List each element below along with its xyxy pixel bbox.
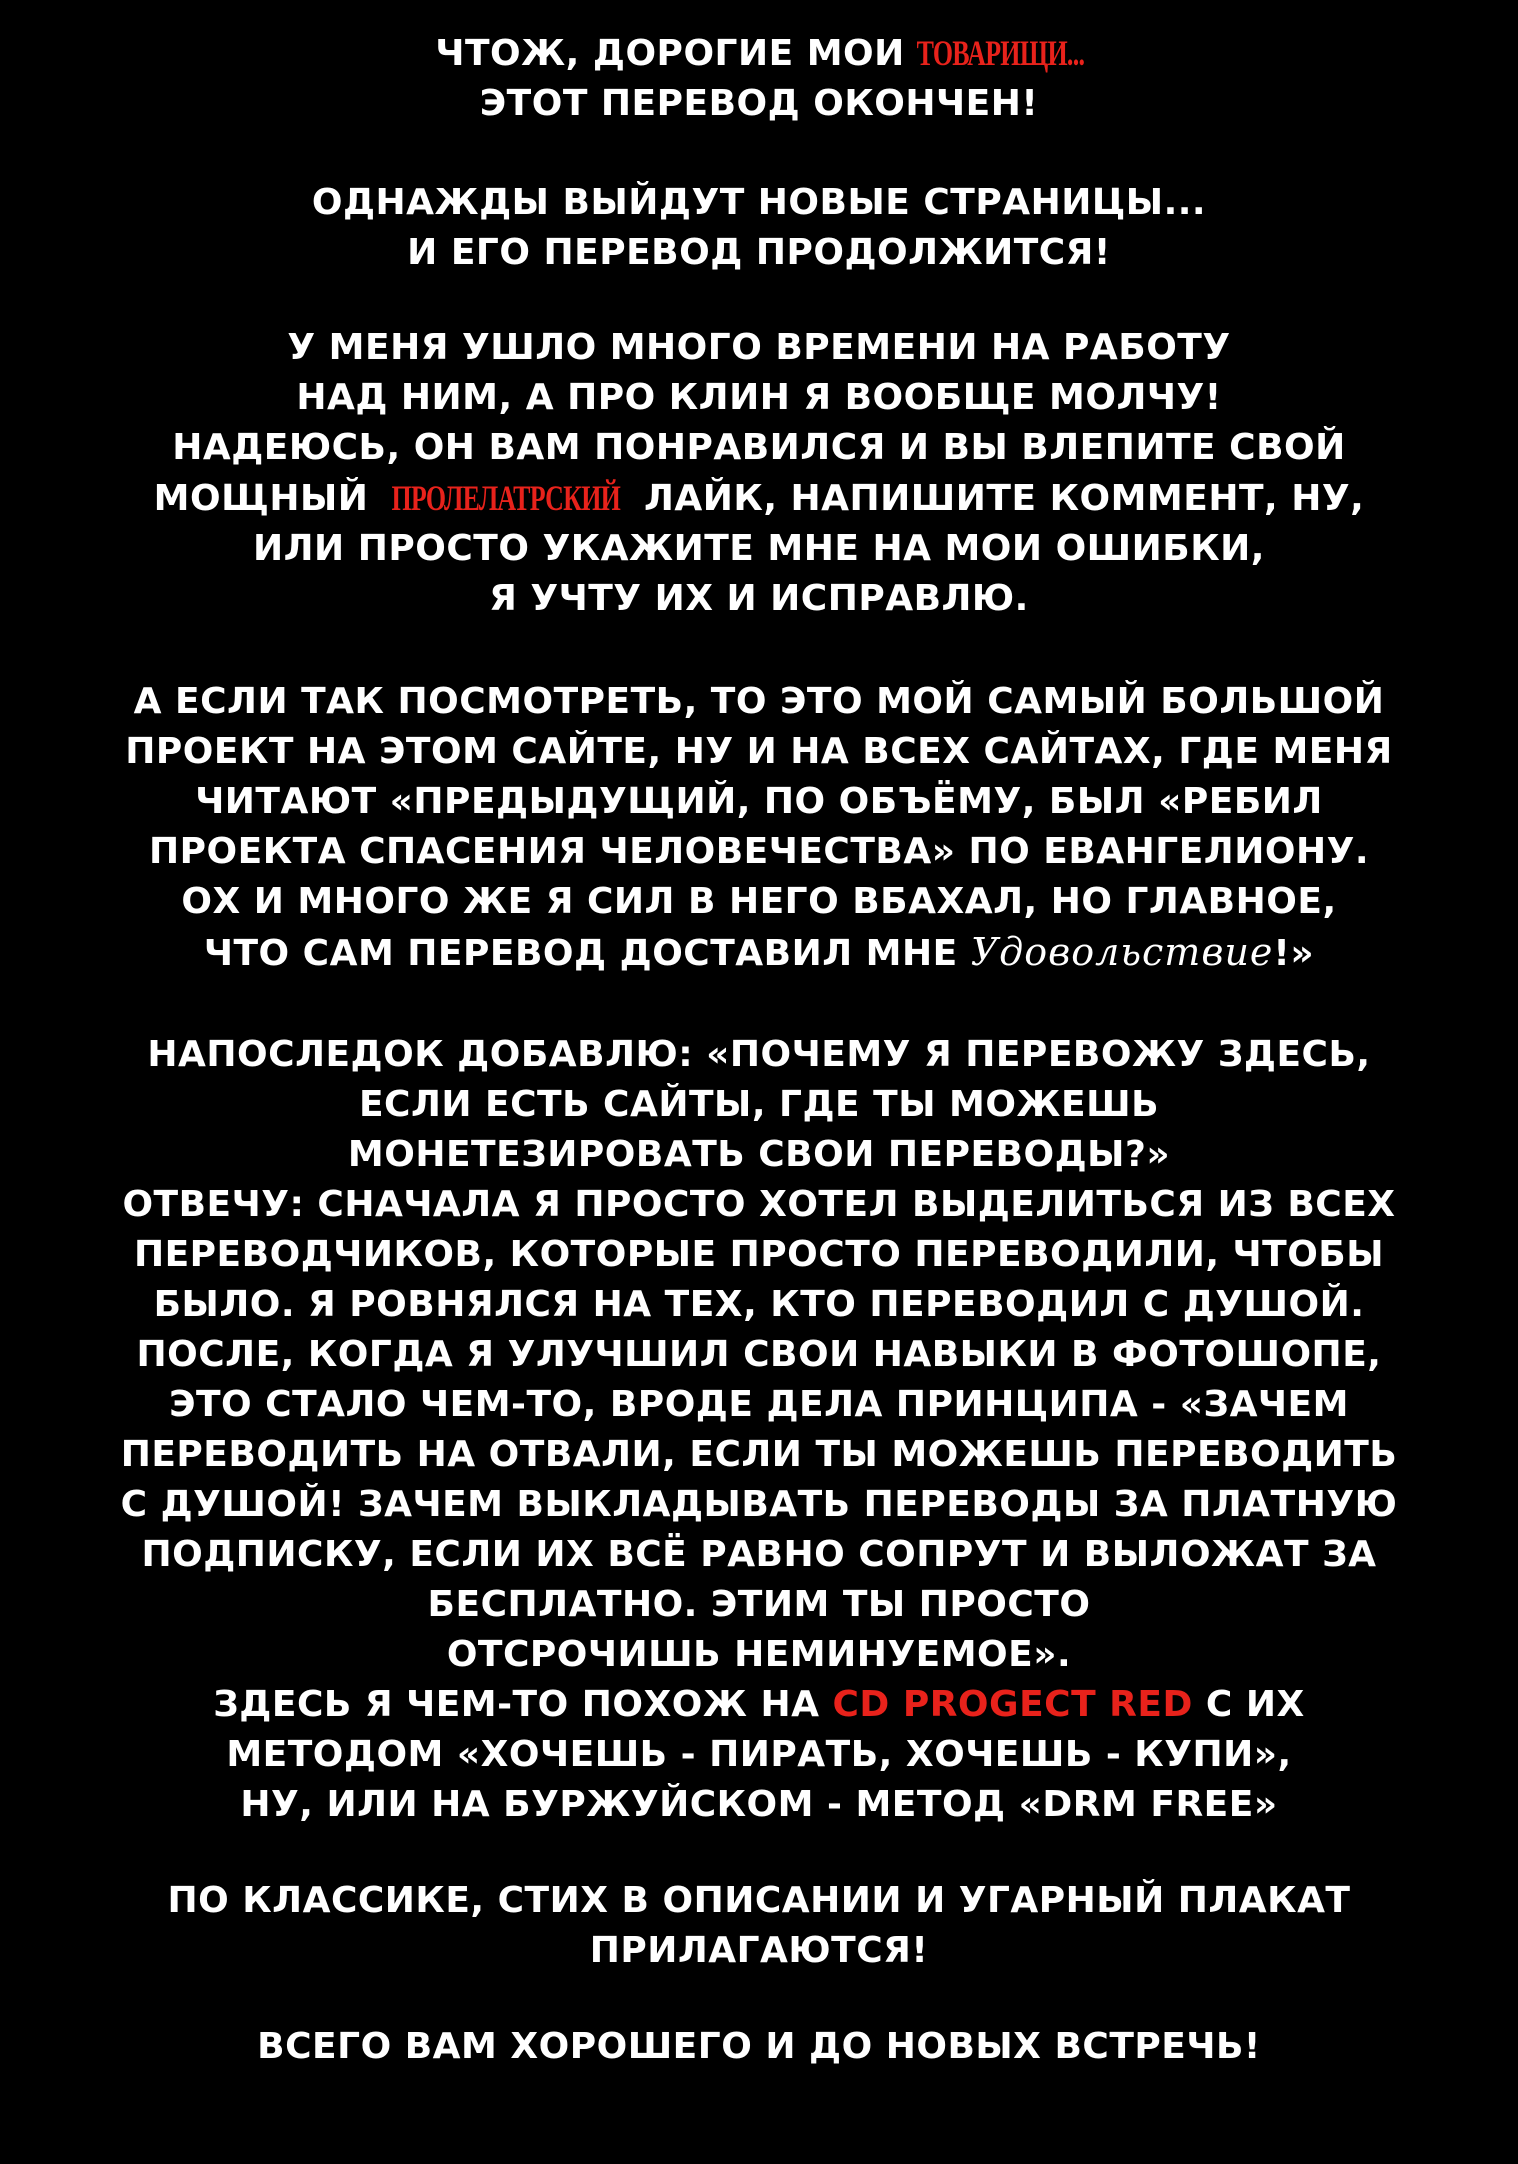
paragraph-work-time: [60, 323, 1458, 624]
paragraph-new-pages: [60, 178, 1458, 278]
text-line: ЧИТАЮТ «ПРЕДЫДУЩИЙ, ПО ОБЪЁМУ, БЫЛ «РЕБИЛ: [195, 781, 1323, 822]
paragraph-goodbye: [60, 2022, 1458, 2072]
text-span: ЧТОЖ, ДОРОГИЕ МОИ: [435, 33, 918, 74]
text-line: С ДУШОЙ! ЗАЧЕМ ВЫКЛАДЫВАТЬ ПЕРЕВОДЫ ЗА ПЛАТНУЮ: [120, 1484, 1398, 1525]
text-line: И ЕГО ПЕРЕВОД ПРОДОЛЖИТСЯ!: [407, 232, 1111, 273]
text-span: ЗДЕСЬ Я ЧЕМ-ТО ПОХОЖ НА: [213, 1684, 833, 1725]
text-span: МОЩНЫЙ: [153, 478, 382, 519]
text-line: ПРОЕКТ НА ЭТОМ САЙТЕ, НУ И НА ВСЕХ САЙТАХ, ГДЕ МЕНЯ: [125, 731, 1393, 772]
paragraph-classic-attachments: [60, 1876, 1458, 1976]
paragraph-why-translate-here: [60, 1030, 1458, 1830]
red-word-comrades: ТОВАРИЩИ...: [916, 33, 1085, 73]
text-span: !»: [1273, 933, 1315, 974]
script-word-pleasure: Удовольствие: [970, 930, 1274, 974]
text-line: [60, 1680, 1458, 1730]
text-line: ПО КЛАССИКЕ, СТИХ В ОПИСАНИИ И УГАРНЫЙ ПЛАКАТ: [167, 1880, 1351, 1921]
text-line: ЭТОТ ПЕРЕВОД ОКОНЧЕН!: [479, 83, 1039, 124]
red-brand-name: CD PROGECT RED: [832, 1684, 1193, 1725]
text-line: ОТВЕЧУ: СНАЧАЛА Я ПРОСТО ХОТЕЛ ВЫДЕЛИТЬСЯ ИЗ ВСЕХ: [122, 1184, 1396, 1225]
text-line: ЭТО СТАЛО ЧЕМ-ТО, ВРОДЕ ДЕЛА ПРИНЦИПА - «ЗАЧЕМ: [169, 1384, 1349, 1425]
text-line: ОТСРОЧИШЬ НЕМИНУЕМОЕ».: [446, 1634, 1072, 1675]
text-line: НАДЕЮСЬ, ОН ВАМ ПОНРАВИЛСЯ И ВЫ ВЛЕПИТЕ СВОЙ: [172, 427, 1346, 468]
text-line: ПРОЕКТА СПАСЕНИЯ ЧЕЛОВЕЧЕСТВА» ПО ЕВАНГЕЛИОНУ.: [149, 831, 1369, 872]
text-line: ПРИЛАГАЮТСЯ!: [589, 1930, 929, 1971]
text-line: [60, 28, 1458, 79]
text-line: [60, 927, 1458, 979]
text-line: ПОДПИСКУ, ЕСЛИ ИХ ВСЁ РАВНО СОПРУТ И ВЫЛОЖАТ ЗА: [141, 1534, 1377, 1575]
text-line: НАД НИМ, А ПРО КЛИН Я ВООБЩЕ МОЛЧУ!: [296, 377, 1222, 418]
text-line: ПЕРЕВОДИТЬ НА ОТВАЛИ, ЕСЛИ ТЫ МОЖЕШЬ ПЕРЕВОДИТЬ: [120, 1434, 1398, 1475]
paragraph-farewell: [60, 28, 1458, 129]
text-line: НУ, ИЛИ НА БУРЖУЙСКОМ - МЕТОД «DRM FREE»: [240, 1784, 1278, 1825]
text-line: МЕТОДОМ «ХОЧЕШЬ - ПИРАТЬ, ХОЧЕШЬ - КУПИ»,: [226, 1734, 1292, 1775]
red-word-proletarian: ПРОЛЕЛАТРСКИЙ: [391, 478, 621, 518]
text-span: ЧТО САМ ПЕРЕВОД ДОСТАВИЛ МНЕ: [203, 933, 971, 974]
text-line: ИЛИ ПРОСТО УКАЖИТЕ МНЕ НА МОИ ОШИБКИ,: [253, 528, 1265, 569]
text-line: БЫЛО. Я РОВНЯЛСЯ НА ТЕХ, КТО ПЕРЕВОДИЛ С ДУШОЙ.: [153, 1284, 1365, 1325]
text-line: ОХ И МНОГО ЖЕ Я СИЛ В НЕГО ВБАХАЛ, НО ГЛАВНОЕ,: [181, 881, 1337, 922]
text-line: Я УЧТУ ИХ И ИСПРАВЛЮ.: [489, 578, 1029, 619]
text-line: А ЕСЛИ ТАК ПОСМОТРЕТЬ, ТО ЭТО МОЙ САМЫЙ БОЛЬШОЙ: [133, 681, 1385, 722]
text-span: С ИХ: [1192, 1684, 1305, 1725]
paragraph-biggest-project: [60, 677, 1458, 979]
text-span: ЛАЙК, НАПИШИТЕ КОММЕНТ, НУ,: [630, 478, 1365, 519]
text-line: ПЕРЕВОДЧИКОВ, КОТОРЫЕ ПРОСТО ПЕРЕВОДИЛИ, ЧТОБЫ: [133, 1234, 1385, 1275]
text-line: [60, 473, 1458, 524]
text-line: ВСЕГО ВАМ ХОРОШЕГО И ДО НОВЫХ ВСТРЕЧЬ!: [257, 2026, 1261, 2067]
text-line: ОДНАЖДЫ ВЫЙДУТ НОВЫЕ СТРАНИЦЫ...: [311, 182, 1207, 223]
text-line: ЕСЛИ ЕСТЬ САЙТЫ, ГДЕ ТЫ МОЖЕШЬ: [358, 1084, 1160, 1125]
text-line: У МЕНЯ УШЛО МНОГО ВРЕМЕНИ НА РАБОТУ: [287, 327, 1231, 368]
text-line: ПОСЛЕ, КОГДА Я УЛУЧШИЛ СВОИ НАВЫКИ В ФОТОШОПЕ,: [136, 1334, 1382, 1375]
text-line: МОНЕТЕЗИРОВАТЬ СВОИ ПЕРЕВОДЫ?»: [347, 1134, 1171, 1175]
text-line: БЕСПЛАТНО. ЭТИМ ТЫ ПРОСТО: [427, 1584, 1091, 1625]
text-line: НАПОСЛЕДОК ДОБАВЛЮ: «ПОЧЕМУ Я ПЕРЕВОЖУ ЗДЕСЬ,: [147, 1034, 1371, 1075]
